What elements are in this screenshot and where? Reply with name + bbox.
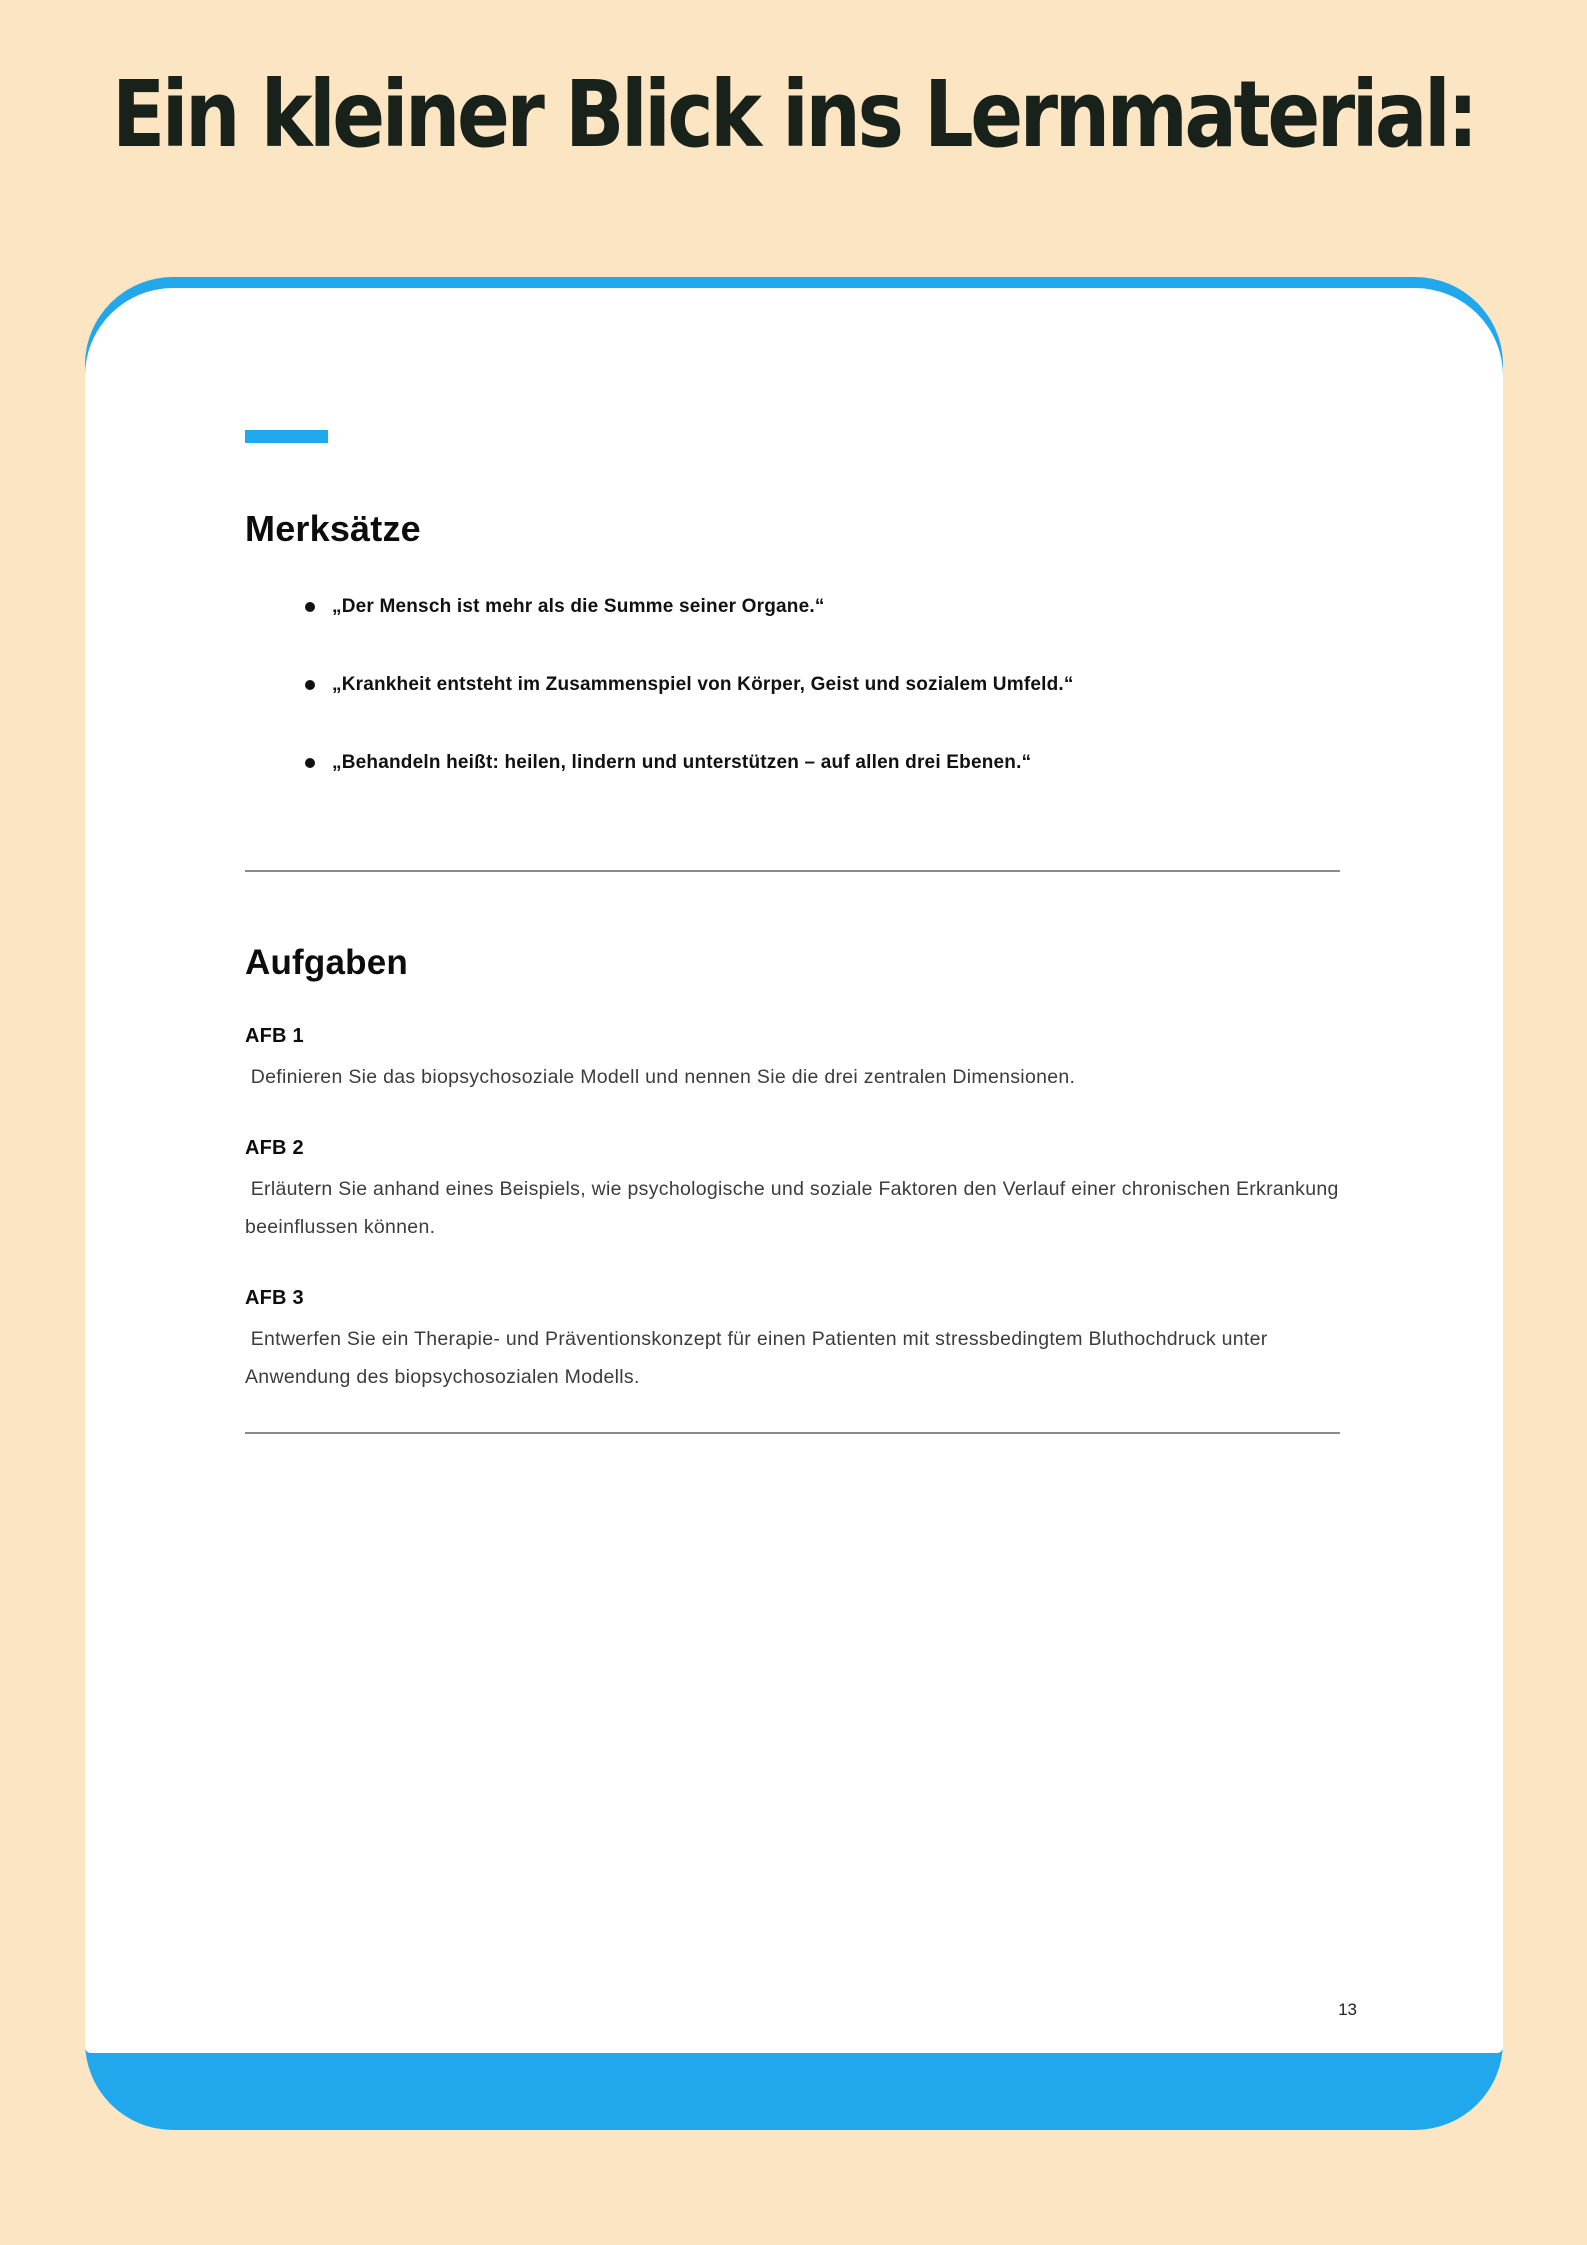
page-number: 13 [1338,2000,1357,2019]
quote-text: „Behandeln heißt: heilen, lindern und unterstützen – auf allen drei Ebenen.“ [332,752,1032,774]
page-title: Ein kleiner Blick ins Lernmaterial: [111,62,1475,169]
merksaetze-list [245,594,1340,776]
list-item [305,750,1340,776]
task-label: AFB 2 [245,1137,304,1160]
task-text: Erläutern Sie anhand eines Beispiels, wie psychologische und soziale Faktoren den Verlauf einer chronischen Erkrankung beeinflussen können. [245,1178,1345,1239]
divider-top [245,870,1340,872]
bullet-icon [305,602,315,612]
list-item [305,672,1340,698]
merksaetze-heading: Merksätze [245,508,421,549]
task-label: AFB 1 [245,1025,304,1048]
divider-bottom [245,1432,1340,1434]
list-item [305,594,1340,620]
task-label: AFB 3 [245,1287,304,1310]
task-block [245,1136,1345,1246]
task-text: Definieren Sie das biopsychosoziale Modell und nennen Sie die drei zentralen Dimensionen. [245,1066,1076,1089]
content-card [85,288,1503,2053]
quote-text: „Krankheit entsteht im Zusammenspiel von Körper, Geist und sozialem Umfeld.“ [332,674,1074,696]
task-block [245,1024,1340,1096]
aufgaben-heading: Aufgaben [245,943,408,983]
task-block [245,1286,1340,1396]
task-text: Entwerfen Sie ein Therapie- und Präventionskonzept für einen Patienten mit stressbedingtem Bluthochdruck unter Anwendung des biopsychosozialen Modells. [245,1328,1273,1389]
bullet-icon [305,758,315,768]
quote-text: „Der Mensch ist mehr als die Summe seiner Organe.“ [332,596,825,618]
accent-bar [245,430,328,443]
bullet-icon [305,680,315,690]
